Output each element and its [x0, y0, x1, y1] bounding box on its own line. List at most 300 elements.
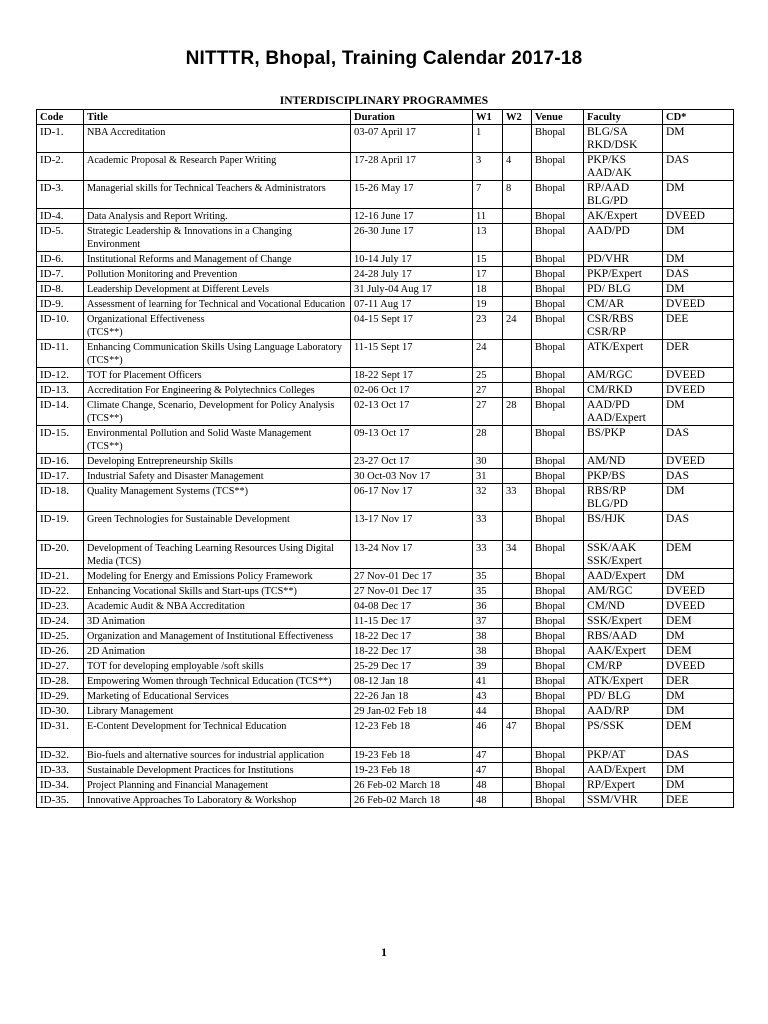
- title-cell: TOT for Placement Officers: [84, 368, 351, 383]
- code-cell: ID-25.: [37, 629, 84, 644]
- duration-cell: 24-28 July 17: [351, 267, 473, 282]
- w1-cell: 30: [473, 454, 503, 469]
- faculty-cell: PKP/Expert: [584, 267, 663, 282]
- cd-cell: DM: [663, 224, 734, 252]
- table-row: [37, 793, 734, 808]
- cd-cell: DM: [663, 778, 734, 793]
- code-cell: ID-1.: [37, 125, 84, 153]
- code-cell: ID-9.: [37, 297, 84, 312]
- header-faculty: Faculty: [584, 110, 663, 125]
- title-cell: Strategic Leadership & Innovations in a Changing Environment: [84, 224, 351, 252]
- cd-cell: DVEED: [663, 209, 734, 224]
- w2-cell: 34: [503, 541, 532, 569]
- table-row: [37, 599, 734, 614]
- cd-cell: DM: [663, 763, 734, 778]
- faculty-cell: SSK/AAK SSK/Expert: [584, 541, 663, 569]
- w1-cell: 35: [473, 569, 503, 584]
- cd-cell: DM: [663, 398, 734, 426]
- w1-cell: 46: [473, 719, 503, 748]
- w1-cell: 43: [473, 689, 503, 704]
- duration-cell: 29 Jan-02 Feb 18: [351, 704, 473, 719]
- venue-cell: Bhopal: [532, 224, 584, 252]
- venue-cell: Bhopal: [532, 181, 584, 209]
- document-title: NITTTR, Bhopal, Training Calendar 2017-18: [185, 48, 583, 69]
- venue-cell: Bhopal: [532, 584, 584, 599]
- w1-cell: 15: [473, 252, 503, 267]
- code-cell: ID-32.: [37, 748, 84, 763]
- section-subtitle: INTERDISCIPLINARY PROGRAMMES: [279, 95, 489, 107]
- faculty-cell: AAD/Expert: [584, 763, 663, 778]
- title-cell: Accreditation For Engineering & Polytechnics Colleges: [84, 383, 351, 398]
- title-cell: Modeling for Energy and Emissions Policy Framework: [84, 569, 351, 584]
- venue-cell: Bhopal: [532, 125, 584, 153]
- cd-cell: DM: [663, 704, 734, 719]
- title-cell: Bio-fuels and alternative sources for industrial application: [84, 748, 351, 763]
- table-row: [37, 426, 734, 454]
- w2-cell: [503, 340, 532, 368]
- cd-cell: DVEED: [663, 584, 734, 599]
- duration-cell: 26-30 June 17: [351, 224, 473, 252]
- title-cell: Academic Audit & NBA Accreditation: [84, 599, 351, 614]
- title-cell: Project Planning and Financial Management: [84, 778, 351, 793]
- faculty-cell: PD/VHR: [584, 252, 663, 267]
- w2-cell: [503, 599, 532, 614]
- w2-cell: [503, 454, 532, 469]
- faculty-cell: AAD/PD: [584, 224, 663, 252]
- table-row: [37, 584, 734, 599]
- code-cell: ID-30.: [37, 704, 84, 719]
- faculty-cell: PD/ BLG: [584, 689, 663, 704]
- table-row: [37, 267, 734, 282]
- code-cell: ID-7.: [37, 267, 84, 282]
- cd-cell: DM: [663, 125, 734, 153]
- w2-cell: [503, 659, 532, 674]
- w2-cell: [503, 569, 532, 584]
- title-cell: Marketing of Educational Services: [84, 689, 351, 704]
- duration-cell: 26 Feb-02 March 18: [351, 793, 473, 808]
- duration-cell: 08-12 Jan 18: [351, 674, 473, 689]
- code-cell: ID-31.: [37, 719, 84, 748]
- title-cell: Quality Management Systems (TCS**): [84, 484, 351, 512]
- header-w1: W1: [473, 110, 503, 125]
- venue-cell: Bhopal: [532, 398, 584, 426]
- table-row: [37, 644, 734, 659]
- title-cell: NBA Accreditation: [84, 125, 351, 153]
- table-row: [37, 674, 734, 689]
- title-cell: Industrial Safety and Disaster Management: [84, 469, 351, 484]
- duration-cell: 13-24 Nov 17: [351, 541, 473, 569]
- title-cell: Managerial skills for Technical Teachers & Administrators: [84, 181, 351, 209]
- cd-cell: DVEED: [663, 599, 734, 614]
- faculty-cell: ATK/Expert: [584, 674, 663, 689]
- code-cell: ID-10.: [37, 312, 84, 340]
- faculty-cell: BS/HJK: [584, 512, 663, 541]
- venue-cell: Bhopal: [532, 569, 584, 584]
- venue-cell: Bhopal: [532, 599, 584, 614]
- faculty-cell: AAD/PD AAD/Expert: [584, 398, 663, 426]
- title-cell: Institutional Reforms and Management of Change: [84, 252, 351, 267]
- w2-cell: [503, 584, 532, 599]
- table-row: [37, 614, 734, 629]
- venue-cell: Bhopal: [532, 704, 584, 719]
- faculty-cell: BLG/SA RKD/DSK: [584, 125, 663, 153]
- title-cell: Organization and Management of Institutional Effectiveness: [84, 629, 351, 644]
- w2-cell: 8: [503, 181, 532, 209]
- table-row: [37, 297, 734, 312]
- venue-cell: Bhopal: [532, 252, 584, 267]
- faculty-cell: AM/RGC: [584, 368, 663, 383]
- title-cell: Climate Change, Scenario, Development for Policy Analysis (TCS**): [84, 398, 351, 426]
- code-cell: ID-11.: [37, 340, 84, 368]
- code-cell: ID-24.: [37, 614, 84, 629]
- duration-cell: 25-29 Dec 17: [351, 659, 473, 674]
- w1-cell: 48: [473, 778, 503, 793]
- w1-cell: 24: [473, 340, 503, 368]
- w2-cell: [503, 748, 532, 763]
- table-row: [37, 368, 734, 383]
- venue-cell: Bhopal: [532, 748, 584, 763]
- faculty-cell: PKP/KS AAD/AK: [584, 153, 663, 181]
- faculty-cell: RP/AAD BLG/PD: [584, 181, 663, 209]
- cd-cell: DVEED: [663, 383, 734, 398]
- w2-cell: 4: [503, 153, 532, 181]
- duration-cell: 10-14 July 17: [351, 252, 473, 267]
- code-cell: ID-23.: [37, 599, 84, 614]
- header-cd: CD*: [663, 110, 734, 125]
- cd-cell: DAS: [663, 267, 734, 282]
- code-cell: ID-18.: [37, 484, 84, 512]
- venue-cell: Bhopal: [532, 614, 584, 629]
- duration-cell: 31 July-04 Aug 17: [351, 282, 473, 297]
- duration-cell: 07-11 Aug 17: [351, 297, 473, 312]
- title-cell: TOT for developing employable /soft skills: [84, 659, 351, 674]
- duration-cell: 26 Feb-02 March 18: [351, 778, 473, 793]
- title-cell: Environmental Pollution and Solid Waste Management (TCS**): [84, 426, 351, 454]
- faculty-cell: CSR/RBS CSR/RP: [584, 312, 663, 340]
- w2-cell: [503, 793, 532, 808]
- venue-cell: Bhopal: [532, 469, 584, 484]
- duration-cell: 22-26 Jan 18: [351, 689, 473, 704]
- w1-cell: 35: [473, 584, 503, 599]
- duration-cell: 15-26 May 17: [351, 181, 473, 209]
- venue-cell: Bhopal: [532, 426, 584, 454]
- w1-cell: 23: [473, 312, 503, 340]
- table-row: [37, 763, 734, 778]
- cd-cell: DER: [663, 674, 734, 689]
- cd-cell: DEM: [663, 541, 734, 569]
- venue-cell: Bhopal: [532, 778, 584, 793]
- w1-cell: 41: [473, 674, 503, 689]
- duration-cell: 19-23 Feb 18: [351, 763, 473, 778]
- duration-cell: 12-16 June 17: [351, 209, 473, 224]
- table-row: [37, 541, 734, 569]
- venue-cell: Bhopal: [532, 674, 584, 689]
- venue-cell: Bhopal: [532, 368, 584, 383]
- duration-cell: 04-15 Sept 17: [351, 312, 473, 340]
- faculty-cell: AM/RGC: [584, 584, 663, 599]
- table-row: [37, 312, 734, 340]
- w2-cell: [503, 282, 532, 297]
- w2-cell: [503, 614, 532, 629]
- duration-cell: 18-22 Dec 17: [351, 629, 473, 644]
- venue-cell: Bhopal: [532, 512, 584, 541]
- title-cell: 2D Animation: [84, 644, 351, 659]
- cd-cell: DM: [663, 629, 734, 644]
- cd-cell: DM: [663, 484, 734, 512]
- faculty-cell: PKP/AT: [584, 748, 663, 763]
- venue-cell: Bhopal: [532, 282, 584, 297]
- table-row: [37, 569, 734, 584]
- code-cell: ID-3.: [37, 181, 84, 209]
- w2-cell: 33: [503, 484, 532, 512]
- cd-cell: DAS: [663, 748, 734, 763]
- venue-cell: Bhopal: [532, 454, 584, 469]
- w1-cell: 19: [473, 297, 503, 312]
- w1-cell: 27: [473, 383, 503, 398]
- w2-cell: 28: [503, 398, 532, 426]
- table-row: [37, 224, 734, 252]
- w2-cell: [503, 674, 532, 689]
- table-row: [37, 778, 734, 793]
- cd-cell: DEE: [663, 312, 734, 340]
- venue-cell: Bhopal: [532, 763, 584, 778]
- w1-cell: 27: [473, 398, 503, 426]
- w1-cell: 44: [473, 704, 503, 719]
- faculty-cell: AM/ND: [584, 454, 663, 469]
- code-cell: ID-29.: [37, 689, 84, 704]
- w2-cell: 24: [503, 312, 532, 340]
- table-row: [37, 704, 734, 719]
- w2-cell: [503, 426, 532, 454]
- duration-cell: 18-22 Sept 17: [351, 368, 473, 383]
- cd-cell: DAS: [663, 426, 734, 454]
- code-cell: ID-4.: [37, 209, 84, 224]
- code-cell: ID-26.: [37, 644, 84, 659]
- code-cell: ID-2.: [37, 153, 84, 181]
- table-row: [37, 282, 734, 297]
- w2-cell: [503, 512, 532, 541]
- table-header-row: [37, 110, 734, 125]
- w1-cell: 1: [473, 125, 503, 153]
- w1-cell: 38: [473, 644, 503, 659]
- w2-cell: [503, 297, 532, 312]
- table-row: [37, 748, 734, 763]
- faculty-cell: SSM/VHR: [584, 793, 663, 808]
- duration-cell: 19-23 Feb 18: [351, 748, 473, 763]
- w2-cell: [503, 125, 532, 153]
- duration-cell: 06-17 Nov 17: [351, 484, 473, 512]
- cd-cell: DM: [663, 181, 734, 209]
- cd-cell: DER: [663, 340, 734, 368]
- cd-cell: DVEED: [663, 368, 734, 383]
- w2-cell: [503, 267, 532, 282]
- cd-cell: DVEED: [663, 454, 734, 469]
- faculty-cell: AAD/RP: [584, 704, 663, 719]
- w1-cell: 38: [473, 629, 503, 644]
- faculty-cell: BS/PKP: [584, 426, 663, 454]
- venue-cell: Bhopal: [532, 484, 584, 512]
- venue-cell: Bhopal: [532, 383, 584, 398]
- venue-cell: Bhopal: [532, 541, 584, 569]
- cd-cell: DEM: [663, 644, 734, 659]
- cd-cell: DEE: [663, 793, 734, 808]
- w2-cell: 47: [503, 719, 532, 748]
- cd-cell: DAS: [663, 469, 734, 484]
- w1-cell: 31: [473, 469, 503, 484]
- title-cell: Data Analysis and Report Writing.: [84, 209, 351, 224]
- title-cell: Pollution Monitoring and Prevention: [84, 267, 351, 282]
- table-row: [37, 125, 734, 153]
- faculty-cell: CM/RP: [584, 659, 663, 674]
- w1-cell: 37: [473, 614, 503, 629]
- table-row: [37, 469, 734, 484]
- venue-cell: Bhopal: [532, 719, 584, 748]
- code-cell: ID-5.: [37, 224, 84, 252]
- title-cell: Developing Entrepreneurship Skills: [84, 454, 351, 469]
- w2-cell: [503, 704, 532, 719]
- faculty-cell: AAD/Expert: [584, 569, 663, 584]
- duration-cell: 11-15 Sept 17: [351, 340, 473, 368]
- cd-cell: DVEED: [663, 659, 734, 674]
- w1-cell: 36: [473, 599, 503, 614]
- cd-cell: DM: [663, 282, 734, 297]
- w2-cell: [503, 778, 532, 793]
- title-cell: Innovative Approaches To Laboratory & Workshop: [84, 793, 351, 808]
- venue-cell: Bhopal: [532, 629, 584, 644]
- header-duration: Duration: [351, 110, 473, 125]
- title-cell: Academic Proposal & Research Paper Writing: [84, 153, 351, 181]
- title-cell: Leadership Development at Different Levels: [84, 282, 351, 297]
- faculty-cell: RP/Expert: [584, 778, 663, 793]
- code-cell: ID-20.: [37, 541, 84, 569]
- code-cell: ID-21.: [37, 569, 84, 584]
- w1-cell: 33: [473, 541, 503, 569]
- table-row: [37, 383, 734, 398]
- w1-cell: 25: [473, 368, 503, 383]
- title-cell: Enhancing Vocational Skills and Start-ups (TCS**): [84, 584, 351, 599]
- code-cell: ID-34.: [37, 778, 84, 793]
- code-cell: ID-19.: [37, 512, 84, 541]
- duration-cell: 12-23 Feb 18: [351, 719, 473, 748]
- code-cell: ID-16.: [37, 454, 84, 469]
- cd-cell: DEM: [663, 614, 734, 629]
- duration-cell: 02-06 Oct 17: [351, 383, 473, 398]
- venue-cell: Bhopal: [532, 153, 584, 181]
- cd-cell: DAS: [663, 512, 734, 541]
- duration-cell: 27 Nov-01 Dec 17: [351, 569, 473, 584]
- table-row: [37, 209, 734, 224]
- code-cell: ID-17.: [37, 469, 84, 484]
- duration-cell: 27 Nov-01 Dec 17: [351, 584, 473, 599]
- title-cell: Enhancing Communication Skills Using Language Laboratory (TCS**): [84, 340, 351, 368]
- venue-cell: Bhopal: [532, 209, 584, 224]
- cd-cell: DM: [663, 689, 734, 704]
- faculty-cell: PKP/BS: [584, 469, 663, 484]
- table-row: [37, 454, 734, 469]
- duration-cell: 04-08 Dec 17: [351, 599, 473, 614]
- title-cell: Development of Teaching Learning Resources Using Digital Media (TCS): [84, 541, 351, 569]
- code-cell: ID-12.: [37, 368, 84, 383]
- title-cell: 3D Animation: [84, 614, 351, 629]
- faculty-cell: CM/RKD: [584, 383, 663, 398]
- title-cell: Green Technologies for Sustainable Development: [84, 512, 351, 541]
- table-row: [37, 484, 734, 512]
- venue-cell: Bhopal: [532, 297, 584, 312]
- venue-cell: Bhopal: [532, 312, 584, 340]
- header-title: Title: [84, 110, 351, 125]
- w1-cell: 48: [473, 793, 503, 808]
- table-row: [37, 398, 734, 426]
- cd-cell: DM: [663, 569, 734, 584]
- faculty-cell: AAK/Expert: [584, 644, 663, 659]
- w1-cell: 3: [473, 153, 503, 181]
- w2-cell: [503, 644, 532, 659]
- w1-cell: 47: [473, 763, 503, 778]
- code-cell: ID-27.: [37, 659, 84, 674]
- w1-cell: 7: [473, 181, 503, 209]
- table-row: [37, 512, 734, 541]
- header-code: Code: [37, 110, 84, 125]
- faculty-cell: RBS/AAD: [584, 629, 663, 644]
- w2-cell: [503, 629, 532, 644]
- venue-cell: Bhopal: [532, 340, 584, 368]
- w1-cell: 47: [473, 748, 503, 763]
- duration-cell: 09-13 Oct 17: [351, 426, 473, 454]
- w1-cell: 28: [473, 426, 503, 454]
- code-cell: ID-33.: [37, 763, 84, 778]
- w1-cell: 39: [473, 659, 503, 674]
- w1-cell: 32: [473, 484, 503, 512]
- w1-cell: 18: [473, 282, 503, 297]
- table-row: [37, 659, 734, 674]
- title-cell: Assessment of learning for Technical and Vocational Education: [84, 297, 351, 312]
- code-cell: ID-13.: [37, 383, 84, 398]
- w2-cell: [503, 469, 532, 484]
- table-row: [37, 689, 734, 704]
- duration-cell: 13-17 Nov 17: [351, 512, 473, 541]
- title-cell: Organizational Effectiveness (TCS**): [84, 312, 351, 340]
- venue-cell: Bhopal: [532, 689, 584, 704]
- faculty-cell: CM/ND: [584, 599, 663, 614]
- table-row: [37, 340, 734, 368]
- w2-cell: [503, 383, 532, 398]
- faculty-cell: ATK/Expert: [584, 340, 663, 368]
- table-row: [37, 719, 734, 748]
- duration-cell: 11-15 Dec 17: [351, 614, 473, 629]
- w2-cell: [503, 763, 532, 778]
- w1-cell: 17: [473, 267, 503, 282]
- faculty-cell: AK/Expert: [584, 209, 663, 224]
- title-cell: E-Content Development for Technical Education: [84, 719, 351, 748]
- venue-cell: Bhopal: [532, 793, 584, 808]
- code-cell: ID-6.: [37, 252, 84, 267]
- faculty-cell: SSK/Expert: [584, 614, 663, 629]
- table-row: [37, 153, 734, 181]
- code-cell: ID-14.: [37, 398, 84, 426]
- w2-cell: [503, 689, 532, 704]
- venue-cell: Bhopal: [532, 659, 584, 674]
- venue-cell: Bhopal: [532, 267, 584, 282]
- w1-cell: 13: [473, 224, 503, 252]
- table-row: [37, 181, 734, 209]
- venue-cell: Bhopal: [532, 644, 584, 659]
- duration-cell: 18-22 Dec 17: [351, 644, 473, 659]
- header-w2: W2: [503, 110, 532, 125]
- faculty-cell: RBS/RP BLG/PD: [584, 484, 663, 512]
- duration-cell: 02-13 Oct 17: [351, 398, 473, 426]
- table-row: [37, 629, 734, 644]
- w2-cell: [503, 224, 532, 252]
